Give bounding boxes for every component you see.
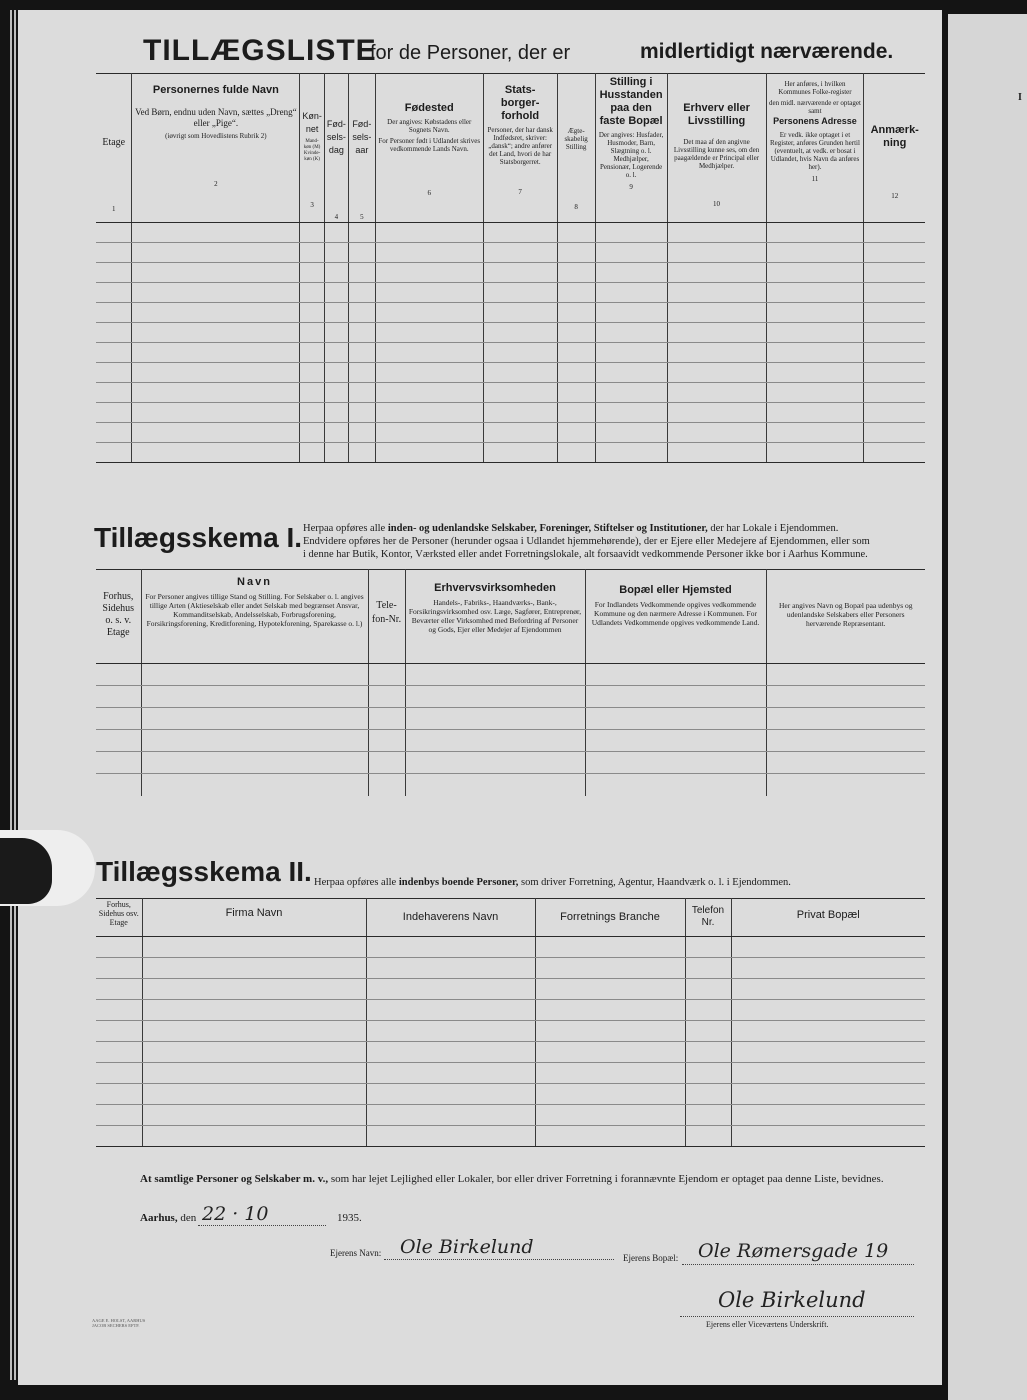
table-row	[96, 686, 925, 708]
table-row	[96, 1042, 925, 1063]
skema1-note	[303, 522, 925, 561]
skema2-note-text: Herpaa opføres alle	[314, 877, 397, 888]
skema2-header	[96, 899, 925, 937]
owner-address-label: Ejerens Bopæl:	[623, 1253, 679, 1263]
col-gender: Køn-net Mand-køn (M) Kvinde-køn (K) 3	[300, 74, 325, 223]
printer-mark: AAGE E. HOLST, AARHUS JACOB SECHERS EFTF.	[92, 1318, 146, 1328]
table-row	[96, 363, 925, 383]
table-row	[96, 1084, 925, 1105]
skema1-header	[96, 570, 925, 664]
s1-col-residence: Bopæl eller Hjemsted For Indlandets Vedkommende opgives vedkommende Kommune og den nærmere Adresse i Kommunen. For Udlandets Vedkommende opgives vedkommende Land.	[585, 570, 766, 664]
den-label: den	[180, 1212, 197, 1224]
form-title-rest: for de Personer, der er	[370, 42, 571, 64]
table-row	[96, 443, 925, 463]
declaration-bold: At samtlige Personer og Selskaber m. v.,	[140, 1173, 329, 1185]
s2-col-private-address: Privat Bopæl	[731, 899, 925, 937]
skema2-title: Tillægsskema II.	[96, 856, 312, 887]
place: Aarhus,	[140, 1212, 178, 1224]
table-row	[96, 958, 925, 979]
page-edge	[10, 10, 12, 1380]
owner-name-label: Ejerens Navn:	[330, 1248, 382, 1258]
place-label	[140, 1212, 196, 1224]
table-row	[96, 1126, 925, 1147]
s2-col-firm: Firma Navn	[142, 899, 366, 937]
s2-col-phone: Telefon Nr.	[685, 899, 731, 937]
adjacent-page-letter: I	[1018, 92, 1022, 103]
page-edge	[14, 10, 16, 1380]
col-etage: Etage 1	[96, 74, 132, 223]
signature-line	[680, 1316, 914, 1317]
table-row	[96, 708, 925, 730]
table-row	[96, 664, 925, 686]
table-row	[96, 752, 925, 774]
table-row	[96, 423, 925, 443]
owner-name-line	[384, 1259, 614, 1260]
table-row	[96, 283, 925, 303]
table-row	[96, 1021, 925, 1042]
main-table	[96, 73, 925, 463]
s2-col-owner: Indehaverens Navn	[366, 899, 535, 937]
col-name: Personernes fulde Navn Ved Børn, endnu uden Navn, sættes „Dreng“ eller „Pige“. (iøvrigt som Hovedlistens Rubrik 2) 2	[132, 74, 300, 223]
skema1-note-line: i denne har Butik, Kontor, Værksted eller andet Forretningslokale, alt forsaavidt vedkommende Personer ikke bor i Aarhus Kommune.	[303, 549, 868, 560]
table-row	[96, 730, 925, 752]
s1-col-business: Erhvervsvirksomheden Handels-, Fabriks-, Haandværks-, Bank-, Forsikringsvirksomhed osv. Læge, Sagfører, Entreprenør, Beværter eller Virksomhed med Befordring af Personer og Gods, Ejer eller Medejer af Ejendommen	[405, 570, 585, 664]
form-title: TILLÆGSLISTE	[143, 34, 377, 67]
table-row	[96, 263, 925, 283]
col-marital: Ægte-skabelig Stilling 8	[557, 74, 595, 223]
table-row	[96, 403, 925, 423]
skema2-note-text: som driver Forretning, Agentur, Haandværk o. l. i Ejendommen.	[520, 877, 791, 888]
table-row	[96, 1000, 925, 1021]
s1-col-phone: Tele-fon-Nr.	[368, 570, 405, 664]
col-household-position: Stilling i Husstanden paa den faste Bopæl Der angives: Husfader, Husmoder, Barn, Slægtning o. l. Medhjælper, Pensionær, Logerende o. l. 9	[595, 74, 667, 223]
skema1-title: Tillægsskema I.	[94, 522, 303, 553]
s2-col-branch: Forretnings Branche	[535, 899, 685, 937]
table-row	[96, 937, 925, 958]
skema1-note-text: Herpaa opføres alle	[303, 523, 386, 534]
skema2-table	[96, 898, 925, 1147]
declaration-text: som har lejet Lejlighed eller Lokaler, bor eller driver Forretning i forannævnte Ejendom er optaget paa denne Liste, bevidnes.	[330, 1173, 884, 1185]
col-birthyear: Fød-sels-aar 5	[348, 74, 375, 223]
s1-col-representative: Her angives Navn og Bopæl paa udenbys og udenlandske Selskabers eller Personers herværende Repræsentant.	[766, 570, 925, 664]
table-row	[96, 1105, 925, 1126]
signature: Ole Birkelund	[718, 1288, 866, 1312]
table-row	[96, 243, 925, 263]
form-title-bold: midlertidigt nærværende.	[640, 40, 894, 63]
table-row	[96, 1063, 925, 1084]
date-line	[198, 1225, 326, 1226]
skema2-note	[314, 876, 791, 889]
skema1-note-bold: inden- og udenlandske Selskaber, Foreninger, Stiftelser og Institutioner,	[387, 523, 708, 534]
col-birthplace: Fødested Der angives: Købstadens eller Sognets Navn. For Personer født i Udlandet skrives vedkommende Lands Navn. 6	[375, 74, 483, 223]
col-birthday: Fød-sels-dag 4	[324, 74, 348, 223]
thumb-shadow	[0, 838, 52, 904]
owner-name-handwritten: Ole Birkelund	[400, 1236, 534, 1258]
col-remarks: Anmærk-ning 12	[864, 74, 925, 223]
declaration	[140, 1173, 920, 1185]
table-row	[96, 383, 925, 403]
table-row	[96, 223, 925, 243]
table-row	[96, 774, 925, 796]
year: 1935.	[337, 1212, 362, 1224]
col-citizenship: Stats-borger-forhold Personer, der har dansk Indfødsret, skriver: „dansk“; andre anfører det Land, hvori de har Statsborgerret. 7	[483, 74, 557, 223]
table-row	[96, 979, 925, 1000]
adjacent-page	[948, 14, 1027, 1400]
signature-label: Ejerens eller Viceværtens Underskrift.	[706, 1320, 829, 1329]
skema1-table	[96, 569, 925, 796]
s1-col-name: Navn For Personer angives tillige Stand og Stilling. For Selskaber o. l. angives tillige Arten (Aktieselskab eller andet Selskab med begrænset Ansvar, Kommanditselskab, Andelsselskab, Forbrugsforening, Forsikringsforening, Kreditforening, Hypotekforening, Sparekasse o. l.)	[141, 570, 368, 664]
table-row	[96, 323, 925, 343]
col-registry: Her anføres, i hvilken Kommunes Folke-register den midl. nærværende er optaget samt Personens Adresse Er vedk. ikke optaget i et Register, anføres Grunden hertil (eventuelt, at vedk. er bosat i Udlandet, hvis Navn da anføres her). 11	[766, 74, 864, 223]
skema1-note-line: Endvidere opføres her de Personer (herunder ogsaa i Udlandet hjemmehørende), der er Ejere eller Medejere af Ejendommen, eller som	[303, 536, 870, 547]
owner-address-handwritten: Ole Rømersgade 19	[698, 1240, 889, 1262]
s1-col-etage: Forhus, Sidehus o. s. v. Etage	[96, 570, 141, 664]
s2-col-etage: Forhus, Sidehus osv. Etage	[96, 899, 142, 937]
table-row	[96, 303, 925, 323]
owner-address-line	[682, 1264, 914, 1265]
col-occupation: Erhverv eller Livsstilling Det maa af den angivne Livsstilling kunne ses, om den paagældende er Principal eller Medhjælper. 10	[667, 74, 766, 223]
skema2-note-bold: indenbys boende Personer,	[398, 877, 519, 888]
main-table-header	[96, 74, 925, 223]
table-row	[96, 343, 925, 363]
skema1-note-text: der har Lokale i Ejendommen.	[710, 523, 839, 534]
date-handwritten: 22 · 10	[202, 1203, 269, 1225]
